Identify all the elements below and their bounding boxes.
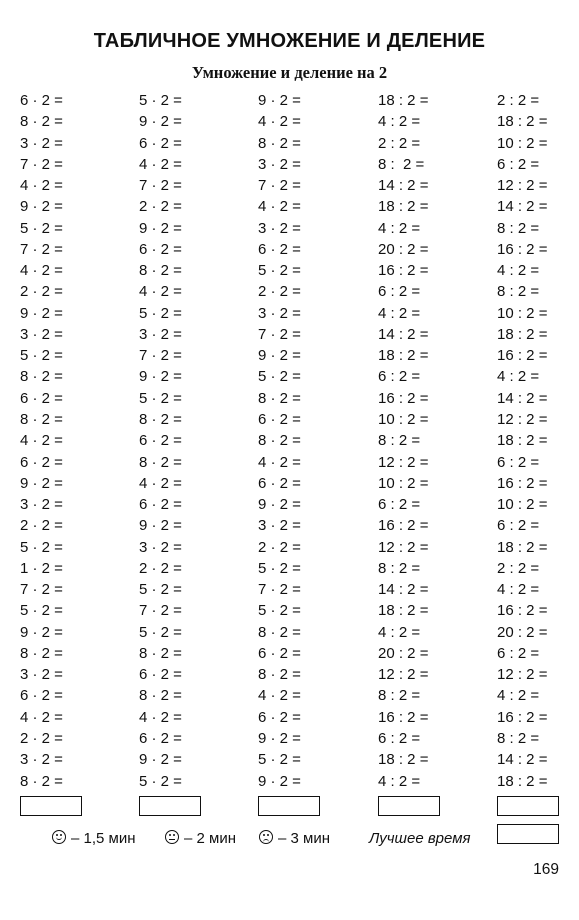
exercise-item: 5 · 2 = <box>20 219 63 237</box>
exercise-item: 4 : 2 = <box>497 368 540 386</box>
exercise-item: 4 · 2 = <box>20 177 63 195</box>
exercise-item: 4 : 2 = <box>497 262 540 280</box>
exercise-item: 9 · 2 = <box>20 198 63 216</box>
time-box-column-4[interactable] <box>378 796 440 816</box>
exercise-item: 7 · 2 = <box>20 155 63 173</box>
exercise-item: 3 · 2 = <box>20 496 63 514</box>
exercise-item: 4 · 2 = <box>139 283 182 301</box>
exercise-item: 5 · 2 = <box>139 389 182 407</box>
exercise-item: 8 · 2 = <box>20 113 63 131</box>
exercise-item: 8 · 2 = <box>20 644 63 662</box>
exercise-item: 6 · 2 = <box>20 92 63 109</box>
exercise-item: 16 : 2 = <box>497 240 548 258</box>
exercise-item: 4 : 2 = <box>378 304 421 322</box>
exercise-item: 8 : 2 = <box>378 155 425 173</box>
exercise-item: 14 : 2 = <box>497 751 548 769</box>
exercise-item: 20 : 2 = <box>497 623 548 641</box>
exercise-item: 8 : 2 = <box>378 559 421 577</box>
exercise-item: 5 · 2 = <box>258 368 301 386</box>
exercise-item: 16 : 2 = <box>378 517 429 535</box>
exercise-item: 14 : 2 = <box>378 177 429 195</box>
exercise-item: 6 : 2 = <box>378 729 421 747</box>
exercise-item: 18 : 2 = <box>497 432 548 450</box>
time-box-column-5[interactable] <box>497 796 559 816</box>
exercise-item: 9 · 2 = <box>139 219 182 237</box>
exercise-item: 8 · 2 = <box>139 453 182 471</box>
exercise-item: 5 · 2 = <box>258 751 301 769</box>
exercise-item: 8 : 2 = <box>497 283 540 301</box>
exercise-item: 9 · 2 = <box>20 474 63 492</box>
exercise-item: 14 : 2 = <box>497 389 548 407</box>
exercise-item: 5 · 2 = <box>258 262 301 280</box>
exercise-item: 6 · 2 = <box>20 389 63 407</box>
exercise-item: 8 : 2 = <box>378 432 421 450</box>
sad-face-icon <box>259 830 273 844</box>
exercise-column-5 <box>497 90 547 792</box>
exercise-item: 4 · 2 = <box>20 432 63 450</box>
exercise-item: 6 · 2 = <box>258 708 301 726</box>
exercise-item: 2 · 2 = <box>139 198 182 216</box>
exercise-item: 4 · 2 = <box>139 474 182 492</box>
exercise-item: 8 · 2 = <box>20 368 63 386</box>
exercise-item: 10 : 2 = <box>497 134 548 152</box>
exercise-item: 12 : 2 = <box>497 666 548 684</box>
exercise-item: 9 · 2 = <box>139 368 182 386</box>
exercise-item: 9 · 2 = <box>258 772 301 790</box>
exercise-item: 10 : 2 = <box>378 410 429 428</box>
exercise-item: 9 · 2 = <box>258 347 301 365</box>
exercise-item: 7 · 2 = <box>139 347 182 365</box>
exercise-item: 16 : 2 = <box>497 347 548 365</box>
exercise-item: 2 · 2 = <box>20 283 63 301</box>
exercise-item: 8 · 2 = <box>258 666 301 684</box>
page-title: ТАБЛИЧНОЕ УМНОЖЕНИЕ И ДЕЛЕНИЕ <box>93 30 486 52</box>
exercise-item: 2 · 2 = <box>139 559 182 577</box>
exercise-item: 9 · 2 = <box>258 729 301 747</box>
page-number: 169 <box>533 861 559 878</box>
exercise-item: 12 : 2 = <box>497 410 548 428</box>
page-subtitle: Умножение и деление на 2 <box>191 63 388 82</box>
exercise-item: 9 · 2 = <box>258 92 301 109</box>
exercise-item: 8 · 2 = <box>258 389 301 407</box>
exercise-item: 3 · 2 = <box>258 155 301 173</box>
time-box-column-3[interactable] <box>258 796 320 816</box>
exercise-item: 18 : 2 = <box>378 602 429 620</box>
exercise-item: 8 : 2 = <box>378 687 421 705</box>
exercise-item: 6 · 2 = <box>139 432 182 450</box>
exercise-item: 14 : 2 = <box>378 581 429 599</box>
exercise-item: 18 : 2 = <box>378 347 429 365</box>
exercise-item: 5 · 2 = <box>258 602 301 620</box>
legend-fast-label: – 1,5 мин <box>71 830 136 847</box>
exercise-item: 16 : 2 = <box>378 708 429 726</box>
exercise-item: 12 : 2 = <box>378 453 429 471</box>
exercise-item: 3 · 2 = <box>139 325 182 343</box>
exercise-item: 5 · 2 = <box>20 602 63 620</box>
exercise-column-2 <box>139 90 182 792</box>
exercise-item: 5 · 2 = <box>20 538 63 556</box>
exercise-item: 7 · 2 = <box>20 240 63 258</box>
exercise-column-4 <box>378 90 428 792</box>
smiling-face-icon <box>52 830 66 844</box>
exercise-item: 8 : 2 = <box>497 219 540 237</box>
exercise-item: 18 : 2 = <box>497 772 548 790</box>
exercise-item: 5 · 2 = <box>139 304 182 322</box>
exercise-item: 4 : 2 = <box>378 772 421 790</box>
exercise-item: 8 · 2 = <box>139 410 182 428</box>
exercise-item: 5 · 2 = <box>20 347 63 365</box>
exercise-item: 2 · 2 = <box>258 538 301 556</box>
exercise-item: 6 · 2 = <box>258 410 301 428</box>
exercise-item: 2 : 2 = <box>497 559 540 577</box>
exercise-item: 6 : 2 = <box>378 368 421 386</box>
exercise-item: 10 : 2 = <box>497 496 548 514</box>
time-box-column-2[interactable] <box>139 796 201 816</box>
legend-medium <box>165 829 236 849</box>
exercise-item: 3 · 2 = <box>20 666 63 684</box>
exercise-item: 4 : 2 = <box>497 687 540 705</box>
exercise-item: 6 : 2 = <box>378 283 421 301</box>
exercise-item: 6 · 2 = <box>20 687 63 705</box>
exercise-item: 3 · 2 = <box>20 751 63 769</box>
exercise-item: 7 · 2 = <box>258 325 301 343</box>
exercise-item: 9 · 2 = <box>258 496 301 514</box>
exercise-item: 4 · 2 = <box>258 198 301 216</box>
exercise-item: 3 · 2 = <box>139 538 182 556</box>
exercise-item: 6 : 2 = <box>497 644 540 662</box>
exercise-item: 9 · 2 = <box>20 623 63 641</box>
exercise-item: 4 : 2 = <box>497 581 540 599</box>
exercise-item: 4 · 2 = <box>258 113 301 131</box>
exercise-item: 4 : 2 = <box>378 113 421 131</box>
exercise-item: 5 · 2 = <box>139 581 182 599</box>
exercise-item: 3 · 2 = <box>20 325 63 343</box>
exercise-item: 14 : 2 = <box>497 198 548 216</box>
best-time-label: Лучшее время <box>369 830 471 847</box>
exercise-item: 12 : 2 = <box>378 666 429 684</box>
exercise-item: 4 : 2 = <box>378 623 421 641</box>
time-box-column-1[interactable] <box>20 796 82 816</box>
exercise-item: 2 : 2 = <box>497 92 540 109</box>
exercise-item: 10 : 2 = <box>497 304 548 322</box>
exercise-item: 6 · 2 = <box>258 644 301 662</box>
exercise-item: 16 : 2 = <box>497 474 548 492</box>
exercise-item: 7 · 2 = <box>258 581 301 599</box>
exercise-item: 6 · 2 = <box>139 496 182 514</box>
exercise-item: 18 : 2 = <box>378 198 429 216</box>
exercise-item: 8 · 2 = <box>258 134 301 152</box>
exercise-column-3 <box>258 90 301 792</box>
exercise-item: 4 · 2 = <box>20 708 63 726</box>
exercise-item: 6 : 2 = <box>378 496 421 514</box>
best-time-box[interactable] <box>497 824 559 844</box>
exercise-item: 12 : 2 = <box>378 538 429 556</box>
exercise-item: 3 · 2 = <box>20 134 63 152</box>
exercise-item: 6 · 2 = <box>139 729 182 747</box>
exercise-item: 20 : 2 = <box>378 240 429 258</box>
exercise-item: 18 : 2 = <box>497 538 548 556</box>
exercise-item: 4 · 2 = <box>258 453 301 471</box>
exercise-item: 14 : 2 = <box>378 325 429 343</box>
exercise-item: 10 : 2 = <box>378 474 429 492</box>
exercise-item: 2 : 2 = <box>378 134 421 152</box>
exercise-item: 4 : 2 = <box>378 219 421 237</box>
exercise-item: 7 · 2 = <box>258 177 301 195</box>
legend-slow <box>259 829 330 849</box>
exercise-item: 8 · 2 = <box>139 687 182 705</box>
exercise-item: 5 · 2 = <box>139 623 182 641</box>
exercise-item: 16 : 2 = <box>497 708 548 726</box>
exercise-item: 3 · 2 = <box>258 219 301 237</box>
exercise-item: 5 · 2 = <box>139 92 182 109</box>
exercise-item: 3 · 2 = <box>258 517 301 535</box>
exercise-item: 8 · 2 = <box>139 644 182 662</box>
exercise-item: 2 · 2 = <box>258 283 301 301</box>
exercise-item: 6 · 2 = <box>139 134 182 152</box>
legend-fast <box>52 829 136 849</box>
exercise-item: 6 · 2 = <box>258 474 301 492</box>
exercise-item: 8 · 2 = <box>139 262 182 280</box>
exercise-item: 4 · 2 = <box>258 687 301 705</box>
exercise-item: 18 : 2 = <box>497 325 548 343</box>
exercise-item: 6 · 2 = <box>139 666 182 684</box>
exercise-item: 8 : 2 = <box>497 729 540 747</box>
exercise-item: 7 · 2 = <box>20 581 63 599</box>
exercise-item: 8 · 2 = <box>20 410 63 428</box>
exercise-item: 9 · 2 = <box>139 113 182 131</box>
exercise-item: 18 : 2 = <box>497 113 548 131</box>
exercise-item: 9 · 2 = <box>139 751 182 769</box>
exercise-item: 5 · 2 = <box>139 772 182 790</box>
exercise-item: 4 · 2 = <box>139 708 182 726</box>
exercise-item: 4 · 2 = <box>139 155 182 173</box>
exercise-item: 5 · 2 = <box>258 559 301 577</box>
legend-slow-label: – 3 мин <box>278 830 330 847</box>
exercise-item: 6 : 2 = <box>497 517 540 535</box>
neutral-face-icon <box>165 830 179 844</box>
exercise-item: 4 · 2 = <box>20 262 63 280</box>
exercise-item: 16 : 2 = <box>378 262 429 280</box>
exercise-item: 16 : 2 = <box>497 602 548 620</box>
exercise-item: 6 : 2 = <box>497 453 540 471</box>
legend-medium-label: – 2 мин <box>184 830 236 847</box>
exercise-item: 3 · 2 = <box>258 304 301 322</box>
exercise-item: 6 · 2 = <box>258 240 301 258</box>
exercise-item: 12 : 2 = <box>497 177 548 195</box>
exercise-column-1 <box>20 90 63 792</box>
exercise-item: 6 · 2 = <box>139 240 182 258</box>
exercise-item: 8 · 2 = <box>20 772 63 790</box>
exercise-item: 9 · 2 = <box>139 517 182 535</box>
exercise-item: 18 : 2 = <box>378 751 429 769</box>
exercise-item: 18 : 2 = <box>378 92 429 109</box>
exercise-item: 8 · 2 = <box>258 623 301 641</box>
exercise-item: 6 · 2 = <box>20 453 63 471</box>
exercise-item: 20 : 2 = <box>378 644 429 662</box>
exercise-item: 7 · 2 = <box>139 602 182 620</box>
exercise-item: 16 : 2 = <box>378 389 429 407</box>
exercise-item: 6 : 2 = <box>497 155 540 173</box>
exercise-item: 7 · 2 = <box>139 177 182 195</box>
exercise-item: 1 · 2 = <box>20 559 63 577</box>
exercise-item: 2 · 2 = <box>20 517 63 535</box>
exercise-item: 2 · 2 = <box>20 729 63 747</box>
exercise-item: 9 · 2 = <box>20 304 63 322</box>
exercise-item: 8 · 2 = <box>258 432 301 450</box>
